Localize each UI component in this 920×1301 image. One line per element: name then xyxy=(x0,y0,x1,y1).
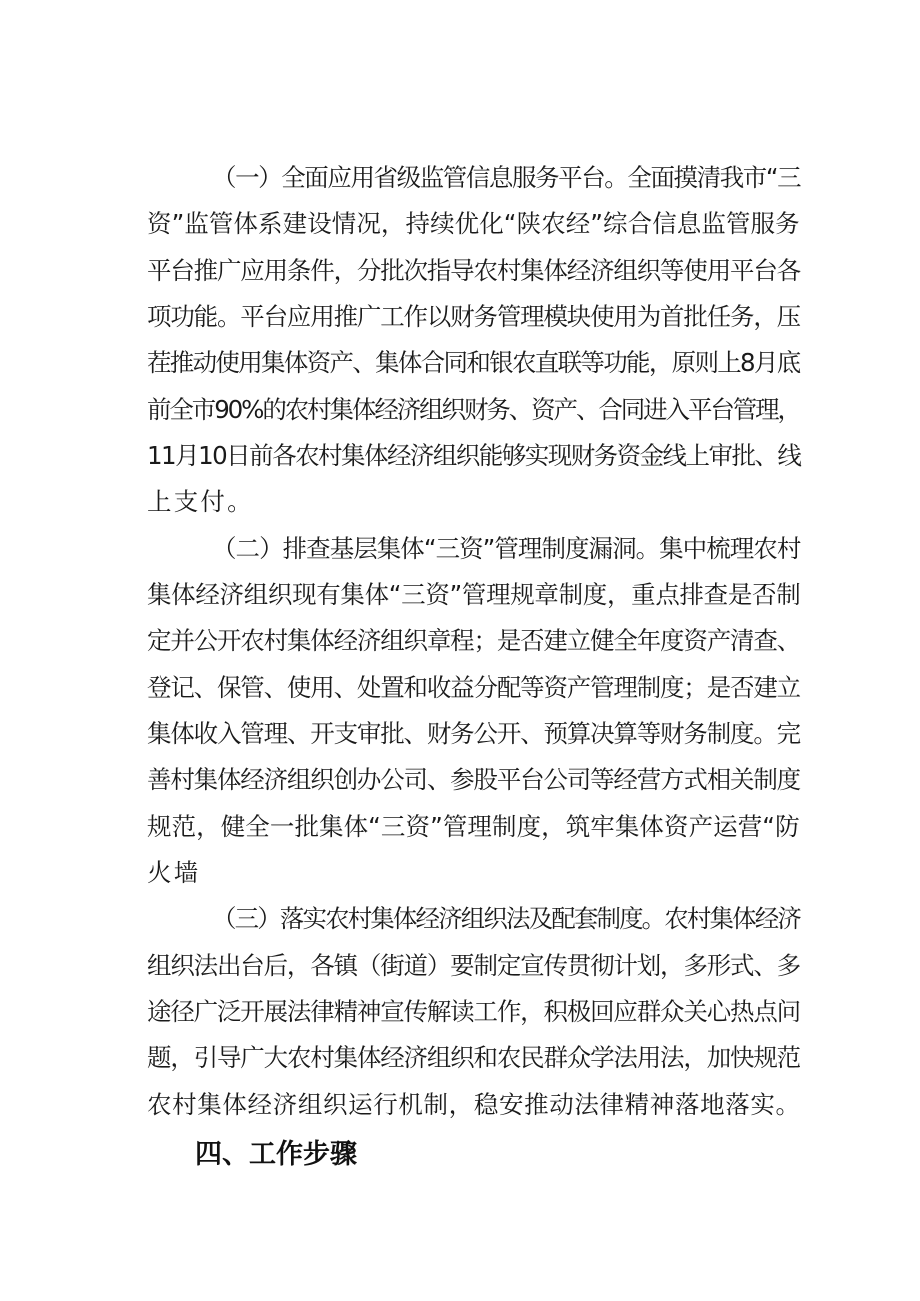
paragraph-3-line-1: （三）落实农村集体经济组织法及配套制度。农村集体经济 xyxy=(212,904,800,933)
paragraph-1-line-4: 项功能。平台应用推广工作以财务管理模块使用为首批任务，压 xyxy=(147,302,800,331)
paragraph-2-line-3: 定并公开农村集体经济组织章程；是否建立健全年度资产清查、 xyxy=(147,626,800,655)
paragraph-1-line-3: 平台推广应用条件，分批次指导农村集体经济组织等使用平台各 xyxy=(147,256,800,285)
paragraph-3-line-4: 题，引导广大农村集体经济组织和农民群众学法用法，加快规范 xyxy=(147,1043,800,1072)
paragraph-2-line-6: 善村集体经济组织创办公司、参股平台公司等经营方式相关制度 xyxy=(147,765,800,794)
paragraph-1-line-5: 茬推动使用集体资产、集体合同和银农直联等功能，原则上8月底 xyxy=(147,348,800,377)
paragraph-3-line-3: 途径广泛开展法律精神宣传解读工作，积极回应群众关心热点问 xyxy=(147,997,800,1026)
paragraph-1-line-8: 上支付。 xyxy=(147,487,254,516)
paragraph-1-line-2: 资”监管体系建设情况，持续优化“陕农经”综合信息监管服务 xyxy=(147,209,800,238)
paragraph-1-line-7: 11月10日前各农村集体经济组织能够实现财务资金线上审批、线 xyxy=(147,441,801,470)
paragraph-3-line-2: 组织法出台后，各镇（街道）要制定宣传贯彻计划，多形式、多 xyxy=(147,951,800,980)
paragraph-2-line-8: 火墙 xyxy=(147,858,201,887)
paragraph-2-line-5: 集体收入管理、开支审批、财务公开、预算决算等财务制度。完 xyxy=(147,719,800,748)
paragraph-3-line-5: 农村集体经济组织运行机制，稳安推动法律精神落地落实。 xyxy=(147,1090,801,1119)
paragraph-2-line-2: 集体经济组织现有集体“三资”管理规章制度，重点排查是否制 xyxy=(147,580,801,609)
paragraph-2-line-1: （二）排查基层集体“三资”管理制度漏洞。集中梳理农村 xyxy=(212,534,801,563)
paragraph-1-line-6: 前全市90%的农村集体经济组织财务、资产、合同进入平台管理， xyxy=(147,395,800,424)
paragraph-2-line-7: 规范，健全一批集体“三资”管理制度，筑牢集体资产运营“防 xyxy=(147,812,800,841)
paragraph-2-line-4: 登记、保管、使用、处置和收益分配等资产管理制度；是否建立 xyxy=(147,673,800,702)
paragraph-1-line-1: （一）全面应用省级监管信息服务平台。全面摸清我市“三 xyxy=(212,163,801,192)
section-heading: 四、工作步骤 xyxy=(195,1139,357,1170)
